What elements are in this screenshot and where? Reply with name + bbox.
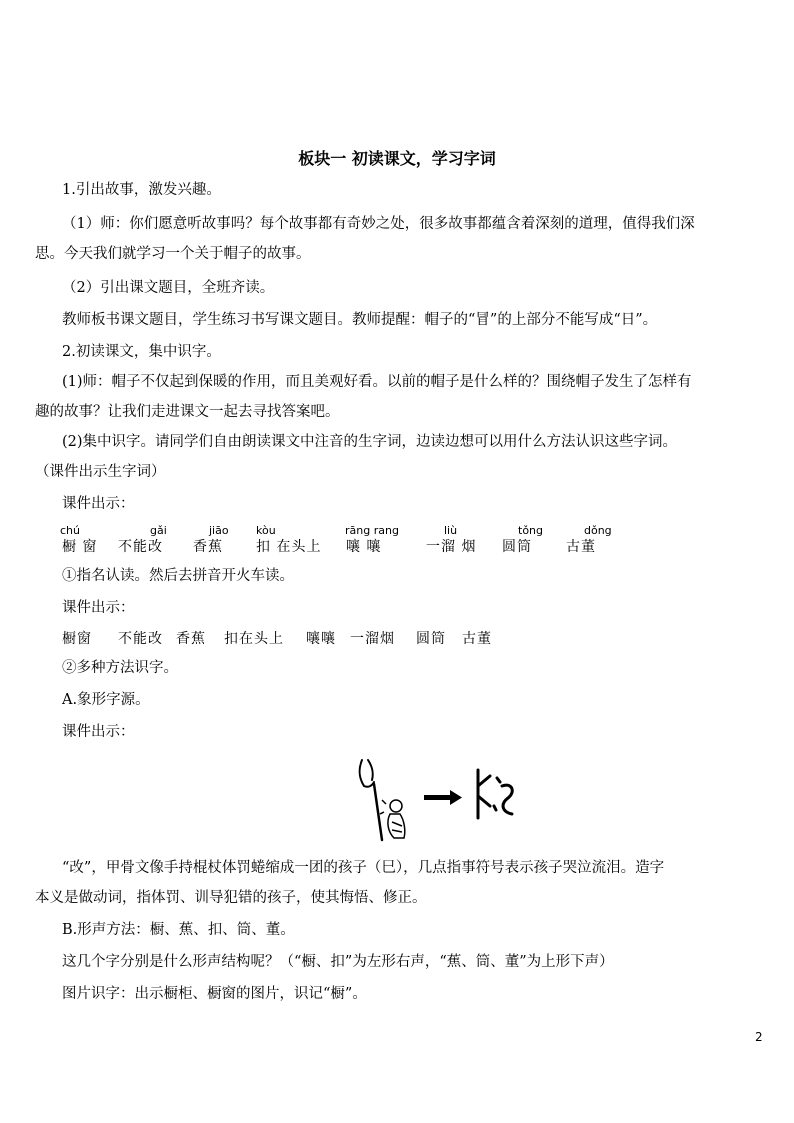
vocab-word: 扣 在头上 [256,539,322,555]
pinyin: rāng rang [345,524,399,537]
vocab-word: 橱窗 [62,631,92,647]
paragraph: 2.初读课文，集中识字。 [62,344,221,360]
section-title: 板块一 初读课文，学习字词 [298,149,496,168]
oracle-glyph-gai-icon [478,770,512,818]
pinyin: dǒng [584,524,612,537]
pinyin: jiāo [209,524,229,537]
paragraph: (1)师：帽子不仅起到保暖的作用，而且美观好看。以前的帽子是什么样的？围绕帽子发生了怎样有 [62,374,692,390]
hand-with-stick-icon [360,760,382,840]
paragraph: （1）师：你们愿意听故事吗？每个故事都有奇妙之处，很多故事都蕴含着深刻的道理，值得我们深 [62,216,695,232]
oracle-bone-illustration [350,756,520,842]
vocab-word: 古董 [462,631,492,647]
character-row [0,536,794,556]
paragraph: 思。今天我们就学习一个关于帽子的故事。 [35,246,311,262]
paragraph: A.象形字源。 [62,692,150,708]
vocab-word: 扣在头上 [224,631,284,647]
paragraph: 本义是做动词，指体罚、训导犯错的孩子，使其悔悟、修正。 [35,890,427,906]
vocab-word: 古董 [566,539,596,555]
pinyin: kòu [256,524,276,537]
page-number: 2 [755,1030,763,1044]
paragraph: （2）引出课文题目，全班齐读。 [62,280,275,296]
vocab-word: 香蕉 [193,539,223,555]
vocab-with-pinyin [0,524,794,564]
paragraph: ②多种方法识字。 [62,660,178,676]
pinyin: liù [444,524,458,537]
vocab-word: 一溜烟 [350,631,395,647]
paragraph: 课件出示： [62,496,135,512]
paragraph: B.形声方法：橱、蕉、扣、筒、董。 [62,922,295,938]
paragraph: 课件出示： [62,600,135,616]
paragraph: 这几个字分别是什么形声结构呢？（“橱、扣”为左形右声，“蕉、筒、董”为上形下声） [62,954,614,970]
paragraph: “改”，甲骨文像手持棍杖体罚蜷缩成一团的孩子（巳），几点指事符号表示孩子哭泣流泪。造字 [62,860,665,876]
paragraph: ①指名认读。然后去拼音开火车读。 [62,568,294,584]
vocab-word: 香蕉 [176,631,206,647]
pinyin: chú [60,524,80,537]
vocab-word: 圆筒 [502,539,532,555]
vocab-word: 圆筒 [416,631,446,647]
vocab-word: 一溜 烟 [426,539,477,555]
vocab-word: 嚷 嚷 [346,539,382,555]
vocab-word: 橱 窗 [62,539,98,555]
paragraph: 1.引出故事，激发兴趣。 [62,182,221,198]
vocab-word: 嚷嚷 [306,631,336,647]
vocab-word: 不能改 [118,539,163,555]
vocab-plain-row [0,628,794,648]
paragraph: 课件出示： [62,724,135,740]
paragraph: (2)集中识字。请同学们自由朗读课文中注音的生字词，边读边想可以用什么方法认识这些字词。 [62,434,678,450]
paragraph: 教师板书课文题目，学生练习书写课文题目。教师提醒：帽子的“冒”的上部分不能写成“日”。 [62,312,658,328]
pinyin: tǒng [518,524,543,537]
paragraph: 趣的故事？让我们走进课文一起去寻找答案吧。 [35,404,340,420]
crouching-child-icon [380,800,405,838]
vocab-word: 不能改 [118,631,163,647]
arrow-right-icon [424,790,462,805]
paragraph: 图片识字：出示橱柜、橱窗的图片，识记“橱”。 [62,986,367,1002]
paragraph: （课件出示生字词） [35,464,166,480]
pinyin: gǎi [150,524,167,537]
